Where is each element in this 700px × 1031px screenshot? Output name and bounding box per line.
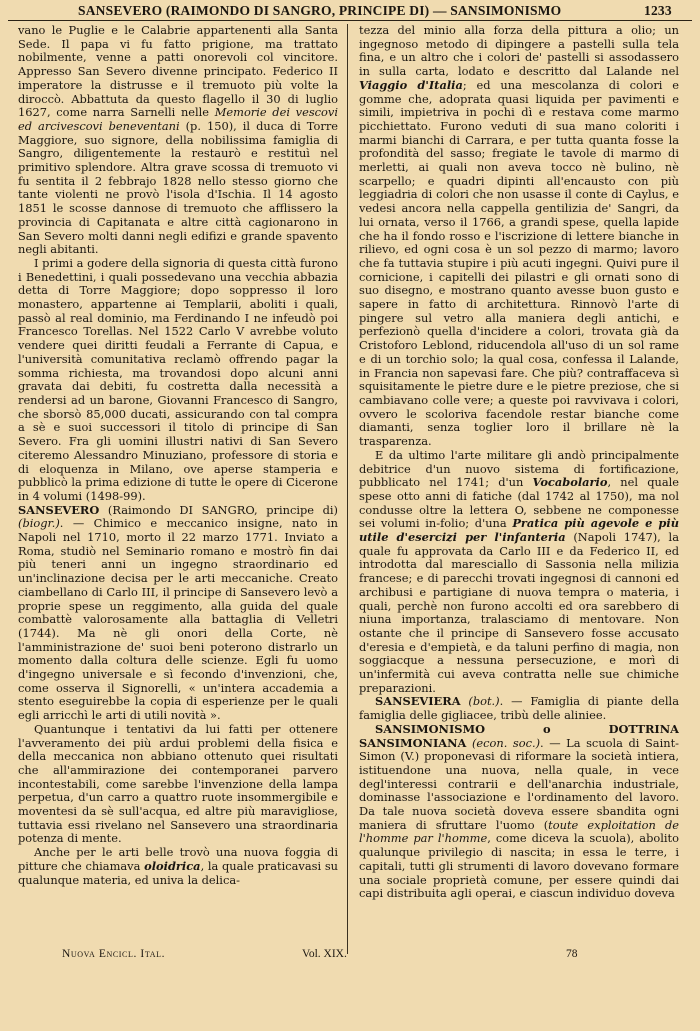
entry-body: . — La scuola di Saint-Simon (V.) proponevasi di riformare la società intiera, istituendone una nuova, nella quale, in vece degl'interessi contrarii e dell'anarchia industriale, dominasse l'associazione e l'ordinamento del lavoro. Da tale nuova società doveva essere sbandita ogni maniera di sfruttare l'uomo ( bbox=[359, 735, 679, 832]
paragraph-text: , nel quale spese otto anni di fatiche (dal 1742 al 1750), ma nol condusse oltre la lettera O, sebbene ne componesse sei volumi in-folio; d'una bbox=[359, 475, 679, 531]
footer-signature-number: 78 bbox=[566, 948, 578, 960]
paragraph-signoria bbox=[18, 257, 338, 504]
header-page-number: 1233 bbox=[644, 3, 672, 18]
paragraph-text: tezza del minio alla forza della pittura a olio; un ingegnoso metodo di dipingere a pastelli sulla tela fina, e un altro che i colori de' pastelli si assodassero in sulla carta, lodato e descritto dal Lalande nel bbox=[359, 24, 679, 79]
column-divider bbox=[347, 24, 348, 954]
paragraph-text: E da ultimo l'arte militare gli andò principalmente debitrice d'un nuovo sistema di fortificazione, pubblicato nel 1741; d'un bbox=[359, 447, 679, 490]
entry-sansimonismo bbox=[359, 723, 679, 901]
italic-title-pratica: Pratica più agevole e più utile d'esercizi per l'infanteria bbox=[359, 516, 679, 545]
entry-sanseviera bbox=[359, 695, 679, 722]
paragraph-arte-militare bbox=[359, 449, 679, 696]
left-column bbox=[18, 24, 338, 954]
footer-volume: Vol. XIX. bbox=[302, 948, 347, 960]
paragraph-text: (Napoli 1747), la quale fu approvata da Carlo III e da Federico II, ed introdotta dal maresciallo di Sassonia nella milizia francese; e di parecchi trovati ingegnosi di cannoni ed archibusi e partigiane di nuova tempra o materia, i quali, perchè non furono accolti ed ora sarebbero di niuna importanza, tralasciamo di mentovare. Non ostante che il principe di Sansevero fosse accusato d'eresia e d'empietà, e da taluni perfino di magia, non soggiacque a nessuna persecuzione, e morì di un'infermità cui aveva contratta nelle sue chimiche preparazioni. bbox=[359, 530, 679, 695]
entry-body: . — Famiglia di piante della famiglia delle gigliacee, tribù delle aliniee. bbox=[359, 694, 679, 723]
entry-headword: SANSEVERO bbox=[18, 502, 100, 517]
entry-category-tag: (biogr.) bbox=[18, 516, 60, 531]
entry-headword: SANSEVIERA bbox=[375, 694, 461, 709]
entry-name: (Raimondo DI SANGRO, principe di) bbox=[99, 502, 338, 517]
paragraph-text: I primi a godere della signoria di questa città furono i Benedettini, i quali possedevano una vecchia abbazia detta di Torre Maggiore; dopo soppresso il loro monastero, appartenne ai Templarii, aboliti i quali, passò al real dominio, ma Ferdinando I ne infeudò poi Francesco Torellas. Nel 1522 Carlo V avrebbe voluto vendere quei diritti feudali a Ferrante di Capua, e l'università comunitativa reclamò offrendo pagar la somma richiesta, ma trovandosi dopo alcuni anni gravata dai debiti, fu costretta dalla necessità a rendersi ad un barone, Giovanni Francesco di Sangro, che sborsò 85,000 ducati, assicurando con tal compra a sè e suoi successori il titolo di principe di San Severo. Fra gli uomini illustri nativi di San Severo citeremo Alessandro Minuziano, professore di storia e di eloquenza in Milano, ove aperse stamperia e pubblicò la prima edizione di tutte le opere di Cicerone in 4 volumi (1498-99). bbox=[18, 255, 338, 503]
running-header bbox=[0, 0, 700, 20]
paragraph-sansevero-history bbox=[18, 24, 338, 257]
paragraph-text: (p. 150), il duca di Torre Maggiore, suo signore, della nobilissima famiglia di Sangro, diligentemente la restaurò e restituì nel primitivo splendore. Altra grave scossa di tremuoto vi fu sentita il 2 febbrajo 1828 nello stesso giorno che tante violenti ne provò l'isola d'Ischia. Il 14 agosto 1851 le scosse dannose di tremuoto che afflissero la provincia di Capitanata e altre città cagionarono in San Severo molti danni negli edifizi e grande spavento negli abitanti. bbox=[18, 118, 338, 257]
italic-title-memorie: Memorie dei vescovi ed arcivescovi beneventani bbox=[18, 105, 338, 133]
paragraph-text: , la quale praticavasi su qualunque materia, ed univa la delica- bbox=[18, 858, 338, 887]
paragraph-text: Quantunque i tentativi da lui fatti per ottenere l'avveramento dei più ardui problemi della fisica e della meccanica non abbiano ottenuto quei risultati che all'ammirazione dei contemporanei parvero incontestabili, come sarebbe l'invenzione della lampa perpetua, d'un carro a quattro ruote insommergibile e moventesi da sè sull'acqua, ed altre più maravigliose, tuttavia essi rivelano nel Sansevero una straordinaria potenza di mente. bbox=[18, 721, 338, 846]
right-column bbox=[359, 24, 679, 954]
entry-headword: SANSIMONISMO o DOTTRINA SANSIMONIANA bbox=[359, 721, 679, 750]
paragraph-arti-belle bbox=[18, 846, 338, 887]
entry-body: , come diceva la scuola), abolito qualunque privilegio di nascita; in essa le terre, i capitali, tutti gli strumenti di lavoro dovevano formare una sociale proprietà comune, per essere quindi dai capi distribuita agli operai, e ciascun individuo doveva bbox=[359, 831, 679, 901]
page-footer bbox=[0, 946, 700, 966]
entry-category-tag: (bot.) bbox=[468, 694, 500, 709]
footer-publication: Nuova Encicl. Ital. bbox=[62, 948, 166, 960]
header-title: SANSEVERO (RAIMONDO DI SANGRO, PRINCIPE DI) — SANSIMONISMO bbox=[78, 3, 562, 18]
paragraph-text: ; ed una mescolanza di colori e gomme che, adoprata quasi liquida per pavimenti e simili, impietriva in pochi dì e restava come marmo picchiettato. Furono veduti di sua mano coloriti i marmi bianchi di Carrara, e per tutta quanta fosse la profondità del sasso; fregiate le tavole di marmo di merletti, ai quali non aveva tocco nè bulino, nè scarpello; e quadri dipinti all'encausto con più leggiadria di colori che non usasse il conte di Caylus, e vedesi ancora nella cappella gentilizia de' Sangri, da lui ornata, verso il 1766, a grandi spese, quella lapide che ha il fondo rosso e l'iscrizione di lettere bianche in rilievo, ed ogni cosa è un sol pezzo di marmo; lavoro che fa tuttavia stupire i più acuti ingegni. Quivi pure il cornicione, i capitelli dei pilastri e gli ornati sono di suo disegno, e mostrano quanto avesse buon gusto e sapere in fatto di architettura. Rinnovò l'arte di pingere sul vetro alla maniera degli antichi, e perfezionò quella d'incidere a colori, trovata già da Cristoforo Leblond, riducendola all'uso di un sol rame e di un torchio solo; la qual cosa, confessa il Lalande, in Francia non sapevasi fare. Che più? contraffaceva sì squisitamente le pietre dure e le pietre preziose, che si cambiavano colle vere; a queste poi ravvivava i colori, ovvero le scoloriva facendole restar bianche come diamanti, senza toglier loro il brillare nè la trasparenza. bbox=[359, 77, 679, 449]
italic-title-vocabolario: Vocabolario bbox=[532, 475, 608, 490]
italic-term-oloidrica: oloidrica bbox=[144, 858, 201, 873]
entry-sansevero-raimondo bbox=[18, 504, 338, 723]
italic-title-viaggio: Viaggio d'Italia bbox=[359, 77, 463, 92]
paragraph-pittura bbox=[359, 24, 679, 449]
entry-category-tag: (econ. soc.) bbox=[471, 735, 541, 750]
paragraph-tentativi bbox=[18, 723, 338, 846]
paragraph-text: vano le Puglie e le Calabrie appartenenti alla Santa Sede. Il papa vi fu fatto prigione, ma trattato nobilmente, venne a patti onorevoli col vincitore. Appresso San Severo divenne principato. Federico II imperatore la distrusse e il tremuoto più volte la diroccò. Abbattuta da questo flagello il 30 di luglio 1627, come narra Sarnelli nelle bbox=[18, 24, 338, 120]
paragraph-text: Anche per le arti belle trovò una nuova foggia di pitture che chiamava bbox=[18, 845, 338, 873]
italic-quote-exploitation: toute exploitation de l'homme par l'homme bbox=[359, 817, 679, 846]
header-rule bbox=[8, 20, 692, 21]
entry-body: . — Chimico e meccanico insigne, nato in Napoli nel 1710, morto il 22 marzo 1771. Inviato a Roma, studiò nel Seminario romano e mostrò fin dai più teneri anni un ingegno straordinario ed un'inclinazione decisa per le arti meccaniche. Creato ciambellano di Carlo III, il principe di Sansevero levò a proprie spese un reggimento, alla guida del quale combattè valorosamente alla battaglia di Velletri (1744). Ma nè gli onori della Corte, nè l'amministrazione de' suoi beni poterono distrarlo un momento dalla coltura delle scienze. Egli fu uomo d'ingegno universale e sì fecondo d'invenzioni, che, come osserva il Signorelli, « un'intera accademia a stento eseguirebbe la copia di esperienze per le quali egli arricchì le arti di utili novità ». bbox=[18, 516, 338, 723]
